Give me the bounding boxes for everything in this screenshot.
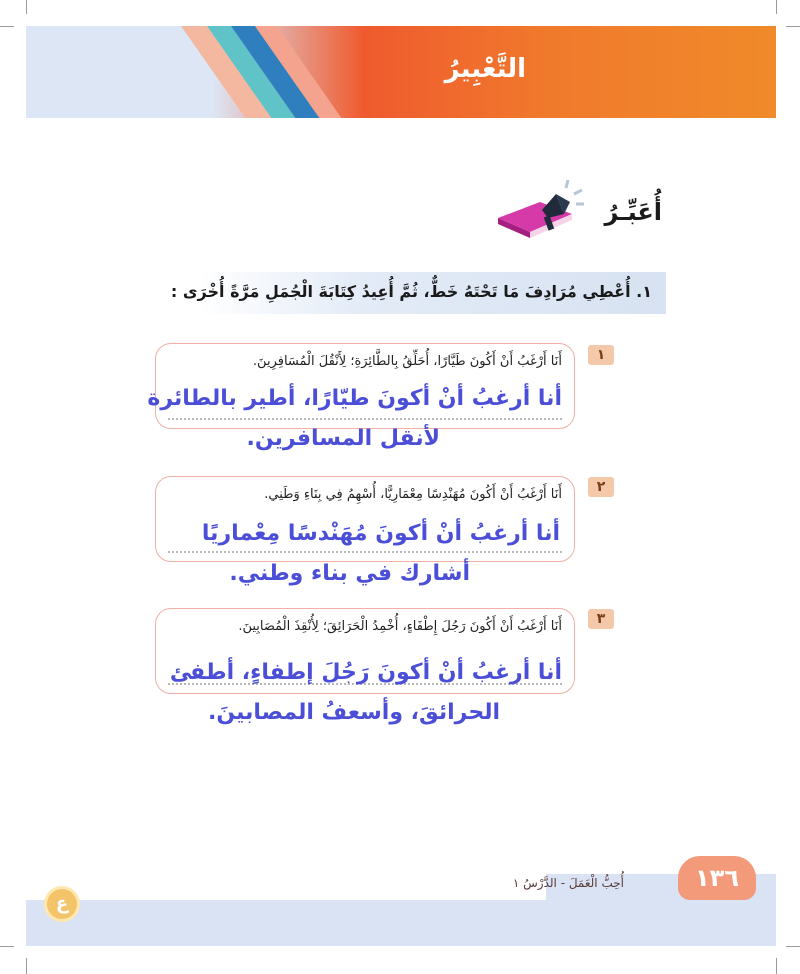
exercise-prompt: أَنَا أَرْغَبُ أَنْ أَكُونَ مُهَنْدِسًا مِعْمَارِيًّا، أُسْهِمُ فِي بِنَاءِ وَطَنِي. <box>264 487 562 502</box>
answer-line: الحرائقَ، وأسعفُ المصابينَ. <box>207 700 500 725</box>
section-title: أُعَبِّـرُ <box>604 198 662 226</box>
crop-mark <box>26 0 27 14</box>
answer-line: لأنقل المسافرين. <box>246 426 440 451</box>
answer-line: أنا أرغبُ أنْ أكونَ رَجُلَ إطفاءٍ، أطفئ <box>169 660 562 685</box>
logo-glyph: ع <box>55 893 69 914</box>
exercise-number: ٢ <box>588 477 614 497</box>
book-megaphone-icon <box>494 180 584 240</box>
exercise-prompt: أَنَا أَرْغَبُ أَنْ أَكُونَ طَيَّارًا، أُحَلِّقُ بِالطَّائِرَةِ؛ لِأَنْقُلَ الْمُسَافِرِينَ. <box>252 354 562 369</box>
exercise-number: ٣ <box>588 609 614 629</box>
exercise-prompt: أَنَا أَرْغَبُ أَنْ أَكُونَ رَجُلَ إِطْفَاءٍ، أُخْمِدُ الْحَرَائِقَ؛ لِأُنْقِذَ الْمُصَابِينَ. <box>238 619 562 634</box>
lesson-label: أُحِبُّ الْعَمَلَ - الدَّرْسُ ١ <box>512 876 624 890</box>
instruction-bar <box>170 272 666 314</box>
crop-mark <box>0 946 14 947</box>
page-title: التَّعْبِيرُ <box>444 54 526 84</box>
exercise-number: ١ <box>588 345 614 365</box>
header-banner <box>26 26 776 118</box>
page-number: ١٣٦ <box>678 856 756 900</box>
writing-line <box>168 551 562 553</box>
publisher-logo-icon <box>44 886 80 922</box>
crop-mark <box>26 958 27 974</box>
crop-mark <box>0 26 14 27</box>
answer-line: أنا أرغبُ أنْ أكونَ مُهَنْدسًا مِعْماريًا <box>201 521 560 546</box>
crop-mark <box>776 958 777 974</box>
exercise-box <box>155 476 575 562</box>
crop-mark <box>786 946 800 947</box>
footer-divider <box>26 874 546 900</box>
instruction-text: ١. أُعْطِي مُرَادِفَ مَا تَحْتَهُ خَطٌّ، ثُمَّ أُعِيدُ كِتَابَةَ الْجُمَلِ مَرَّةً أُخْرَى : <box>170 282 652 301</box>
crop-mark <box>786 26 800 27</box>
crop-mark <box>776 0 777 14</box>
answer-line: أنا أرغبُ أنْ أكونَ طيّارًا، أطير بالطائرة <box>147 386 562 411</box>
answer-line: أشارك في بناء وطني. <box>229 561 470 586</box>
writing-line <box>168 418 562 420</box>
